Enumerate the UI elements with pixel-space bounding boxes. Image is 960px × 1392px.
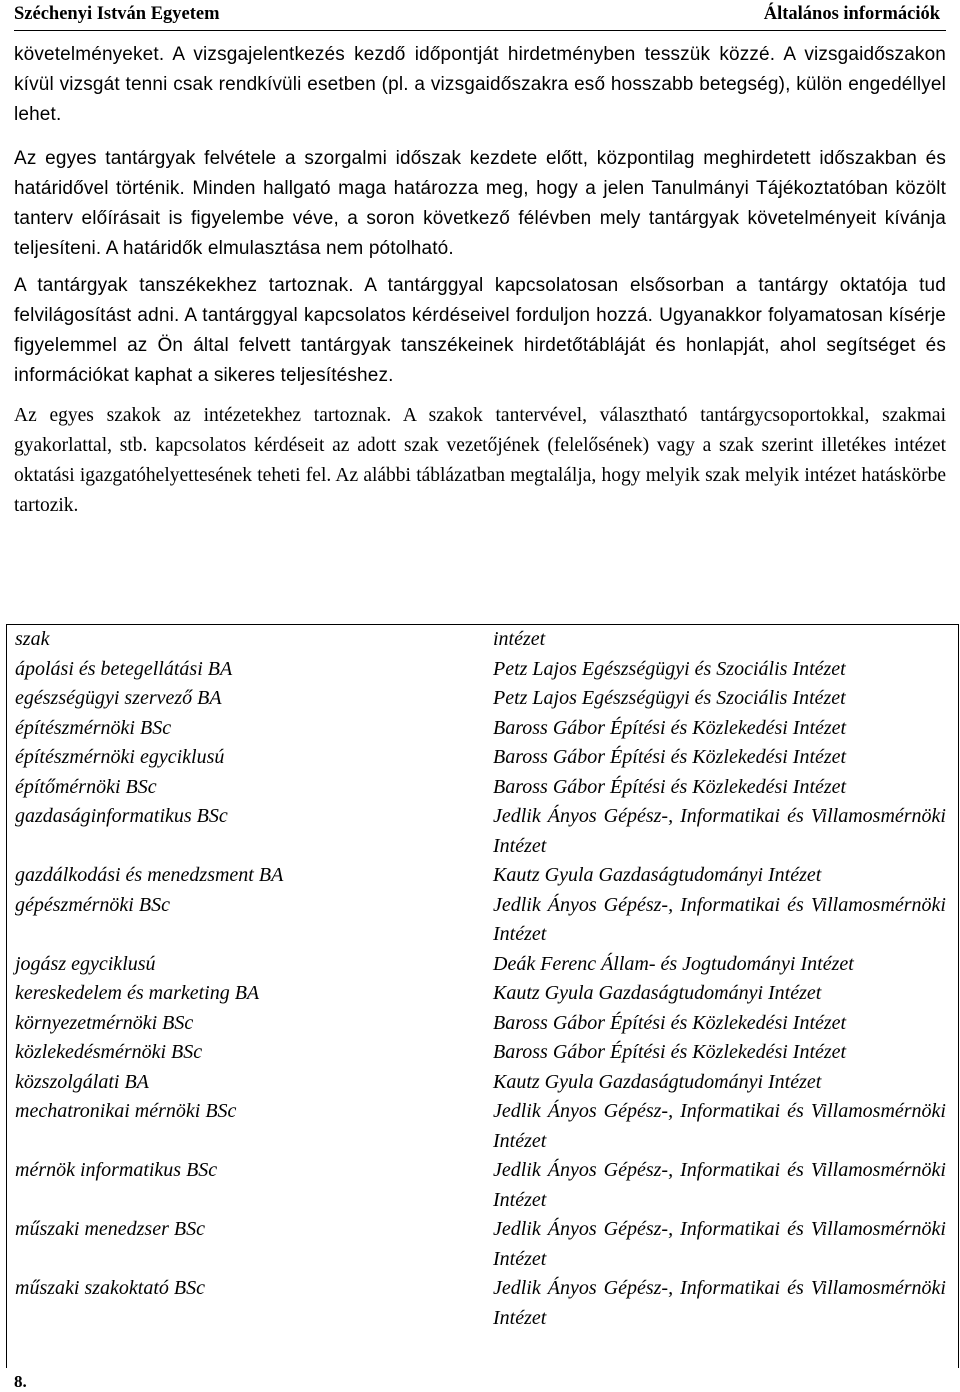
table-row: [7, 1068, 958, 1098]
institute-cell: Petz Lajos Egészségügyi és Szociális Intézet: [493, 687, 846, 709]
institute-cell: Jedlik Ányos Gépész-, Informatikai és Villamosmérnöki Intézet: [493, 1218, 946, 1270]
program-cell: műszaki menedzser BSc: [15, 1218, 205, 1240]
table-body: [7, 655, 958, 1334]
program-cell: gépészmérnöki BSc: [15, 893, 170, 916]
program-cell: építészmérnöki egyciklusú: [15, 746, 225, 768]
body-text: [14, 40, 946, 521]
paragraph-exams: követelményeket. A vizsgajelentkezés kezdő időpontját hirdetményben tesszük közzé. A vizsgaidőszakon kívül vizsgát tenni csak rendkívüli esetben (pl. a vizsgaidőszakra eső hosszabb betegség), külön engedéllyel lehet.: [14, 44, 946, 125]
institute-cell: Petz Lajos Egészségügyi és Szociális Intézet: [493, 657, 846, 680]
column-header-program: szak: [15, 628, 50, 650]
table-row: [7, 1156, 958, 1215]
table-row: [7, 655, 958, 685]
institute-cell: Deák Ferenc Állam- és Jogtudományi Intézet: [493, 952, 854, 975]
program-cell: közlekedésmérnöki BSc: [15, 1041, 203, 1063]
header-university: Széchenyi István Egyetem: [14, 4, 220, 24]
header-section-title: Általános információk: [763, 4, 940, 24]
paragraph-course-registration: Az egyes tantárgyak felvétele a szorgalmi időszak kezdete előtt, központilag meghirdetett időszakban és határidővel történik. Minden hallgató maga határozza meg, hogy a jelen Tanulmányi Tájékoztatóban közölt tanterv előírásait is figyelembe véve, a soron következő félévben mely tantárgyak követelményeit kívánja teljesíteni. A határidők elmulasztása nem pótolható.: [14, 148, 946, 259]
program-cell: közszolgálati BA: [15, 1070, 149, 1093]
program-cell: kereskedelem és marketing BA: [15, 982, 260, 1004]
table-header-row: [7, 625, 958, 655]
table-row: [7, 891, 958, 950]
program-cell: gazdaságinformatikus BSc: [15, 805, 228, 827]
program-cell: mechatronikai mérnöki BSc: [15, 1100, 237, 1122]
institute-cell: Kautz Gyula Gazdaságtudományi Intézet: [493, 1070, 822, 1093]
paragraph-institutes: Az egyes szakok az intézetekhez tartoznak. A szakok tantervével, választható tantárgycsoportokkal, szakmai gyakorlattal, stb. kapcsolatos kérdéseit az adott szak vezetőjének (felelősének) vagy a szak szerint illetékes intézet oktatási igazgatóhelyettesének teheti fel. Az alábbi táblázatban megtalálja, hogy melyik szak melyik intézet hatáskörbe tartozik.: [14, 405, 946, 516]
institute-cell: Kautz Gyula Gazdaságtudományi Intézet: [493, 864, 822, 886]
program-institute-table: [6, 624, 959, 1368]
institute-cell: Jedlik Ányos Gépész-, Informatikai és Villamosmérnöki Intézet: [493, 893, 946, 945]
institute-cell: Jedlik Ányos Gépész-, Informatikai és Villamosmérnöki Intézet: [493, 805, 946, 857]
table-row: [7, 1274, 958, 1333]
institute-cell: Baross Gábor Építési és Közlekedési Intézet: [493, 1011, 847, 1034]
table-row: [7, 1097, 958, 1156]
institute-cell: Jedlik Ányos Gépész-, Informatikai és Villamosmérnöki Intézet: [493, 1159, 946, 1211]
table-row: [7, 743, 958, 773]
header-rule: [14, 30, 946, 31]
table-row: [7, 950, 958, 980]
program-cell: ápolási és betegellátási BA: [15, 657, 233, 680]
program-cell: környezetmérnöki BSc: [15, 1011, 194, 1034]
program-cell: egészségügyi szervező BA: [15, 687, 222, 709]
program-cell: jogász egyciklusú: [15, 952, 156, 975]
table-row: [7, 1215, 958, 1274]
program-cell: építészmérnöki BSc: [15, 716, 172, 739]
table-row: [7, 861, 958, 891]
program-cell: gazdálkodási és menedzsment BA: [15, 864, 284, 886]
table-row: [7, 714, 958, 744]
institute-cell: Baross Gábor Építési és Közlekedési Intézet: [493, 1041, 847, 1063]
table-row: [7, 773, 958, 803]
program-cell: építőmérnöki BSc: [15, 775, 157, 798]
table-row: [7, 684, 958, 714]
paragraph-departments: A tantárgyak tanszékekhez tartoznak. A tantárggyal kapcsolatosan elsősorban a tantárgy oktatója tud felvilágosítást adni. A tantárggyal kapcsolatos kérdéseivel forduljon hozzá. Ugyanakkor folyamatosan kísérje figyelemmel az Ön által felvett tantárgyak tanszékeinek hirdetőtábláját és honlapját, ahol segítséget és információkat kaphat a sikeres teljesítéshez.: [14, 275, 946, 386]
table-row: [7, 1038, 958, 1068]
table-row: [7, 979, 958, 1009]
program-cell: műszaki szakoktató BSc: [15, 1277, 205, 1299]
column-header-institute: intézet: [493, 628, 546, 650]
program-cell: mérnök informatikus BSc: [15, 1159, 218, 1181]
institute-cell: Baross Gábor Építési és Közlekedési Intézet: [493, 746, 847, 768]
page-number: 8.: [14, 1372, 27, 1391]
table-row: [7, 802, 958, 861]
page-header: [14, 4, 940, 28]
institute-cell: Baross Gábor Építési és Közlekedési Intézet: [493, 716, 847, 739]
institute-cell: Baross Gábor Építési és Közlekedési Intézet: [493, 775, 847, 798]
institute-cell: Jedlik Ányos Gépész-, Informatikai és Villamosmérnöki Intézet: [493, 1100, 946, 1152]
institute-cell: Kautz Gyula Gazdaságtudományi Intézet: [493, 982, 822, 1004]
institute-cell: Jedlik Ányos Gépész-, Informatikai és Villamosmérnöki Intézet: [493, 1277, 946, 1329]
table-row: [7, 1009, 958, 1039]
